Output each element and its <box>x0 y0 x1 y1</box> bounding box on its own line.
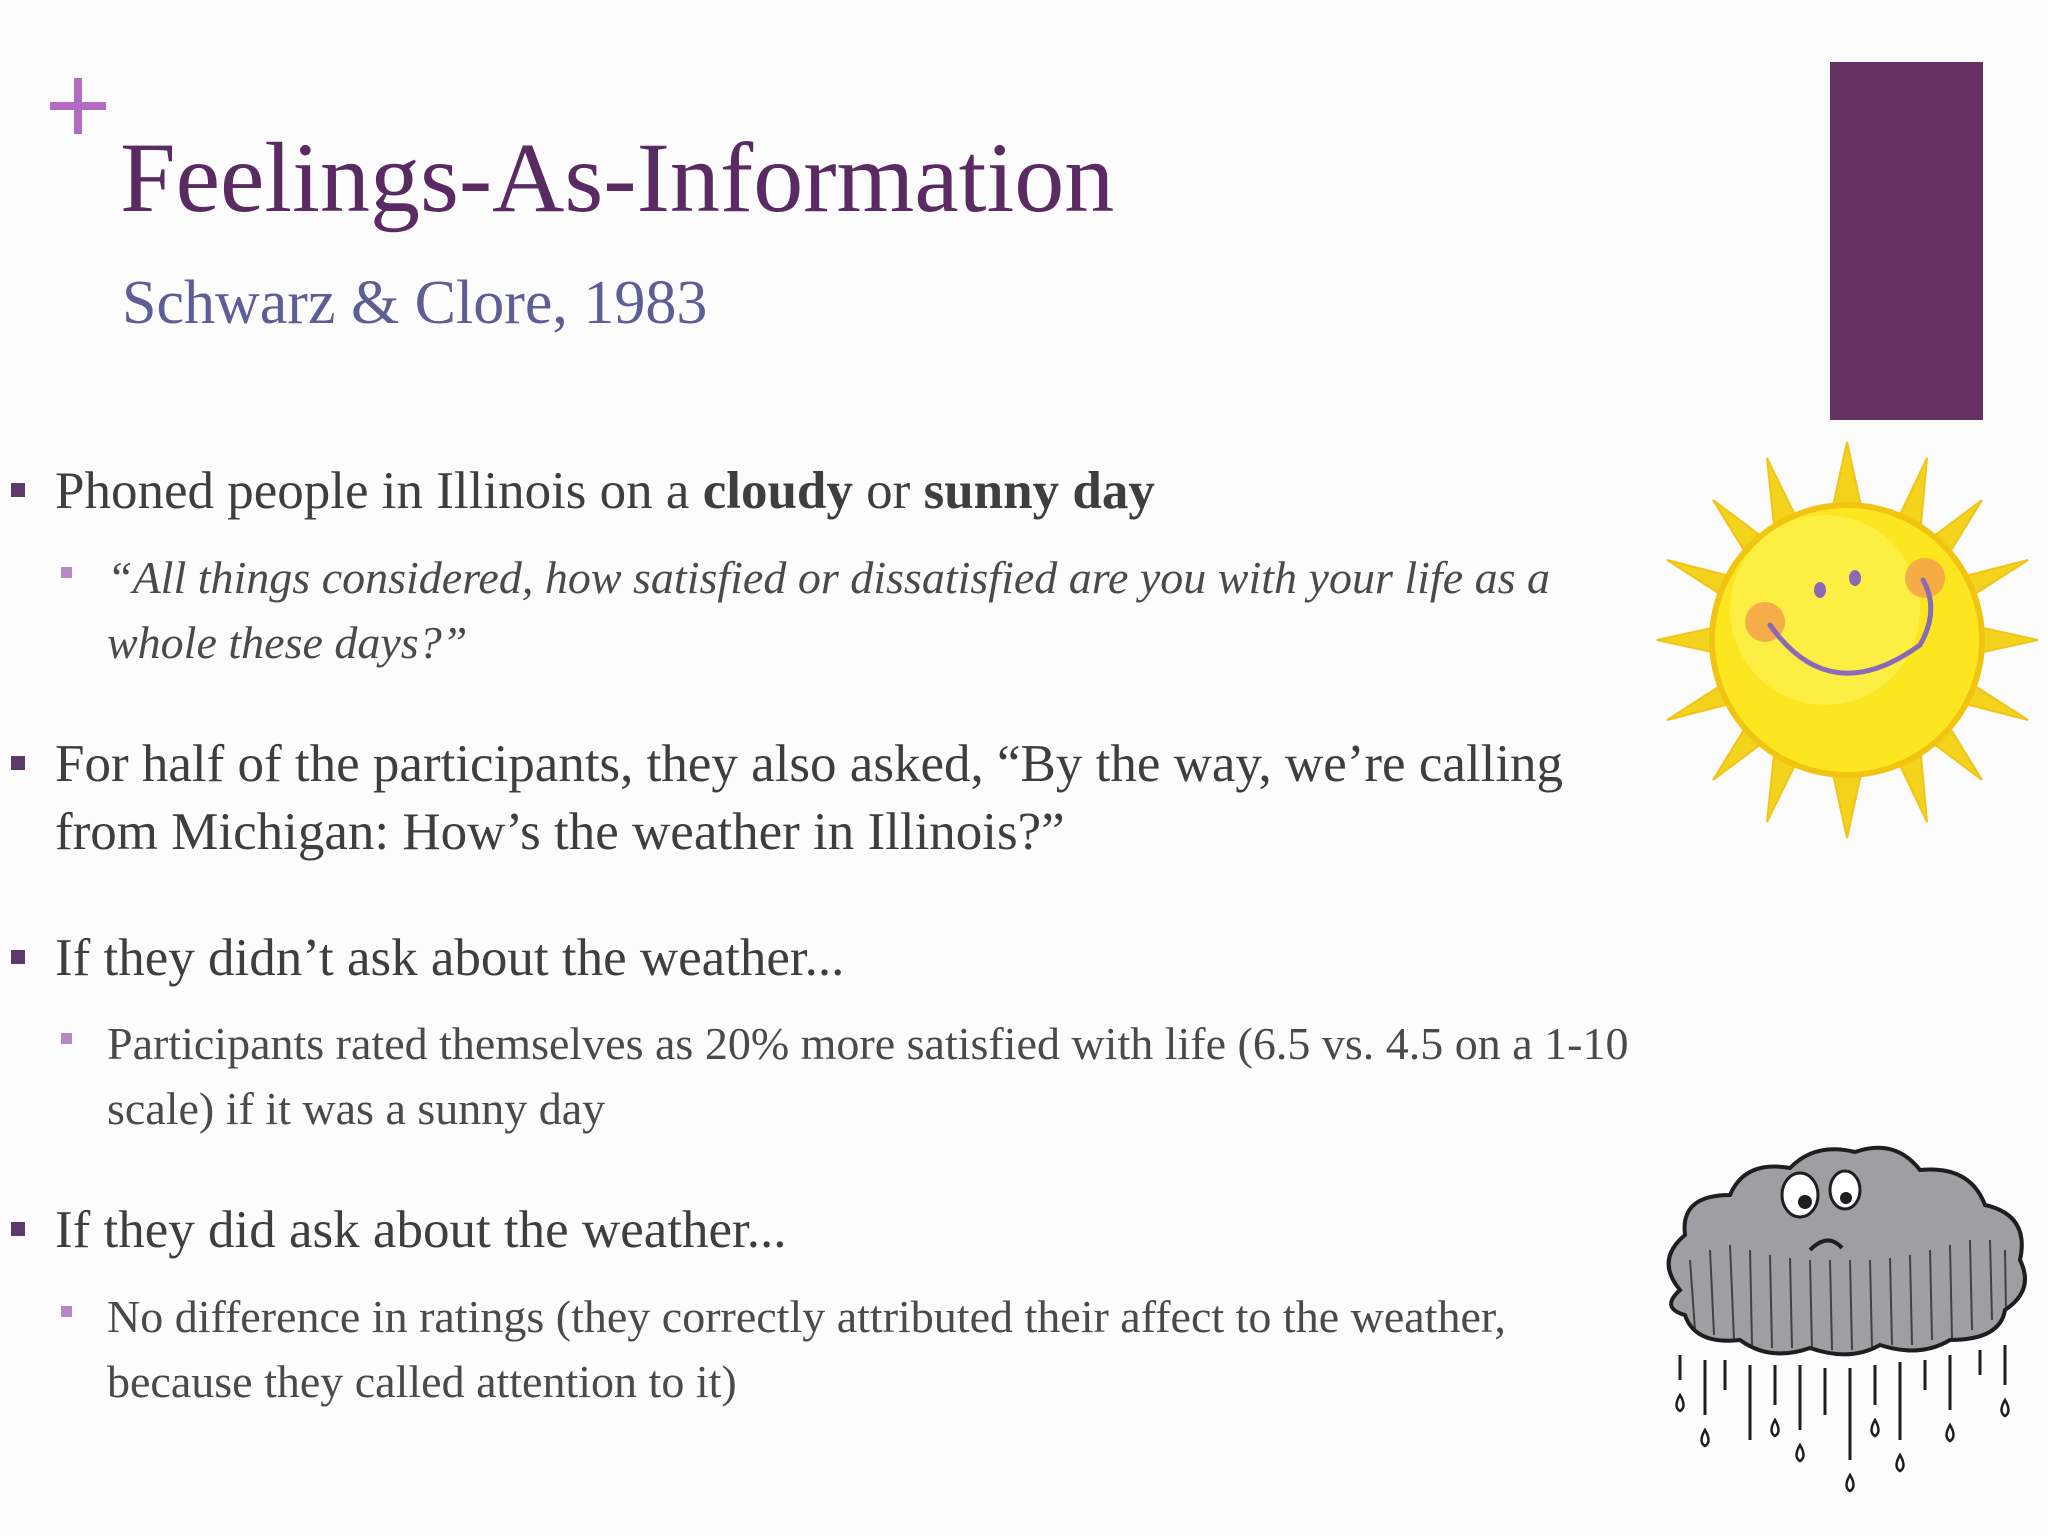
bullet-marker <box>11 1222 25 1236</box>
slide-subtitle: Schwarz & Clore, 1983 <box>122 269 708 337</box>
bullet-didnt-ask: If they didn’t ask about the weather... <box>55 924 1615 992</box>
bullet-marker <box>11 756 25 770</box>
bullet-marker <box>11 950 25 964</box>
sub-bullet-no-difference: No difference in ratings (they correctly attributed their affect to the weather, because they called attention to it) <box>107 1284 1647 1414</box>
sub-bullet-rated: Participants rated themselves as 20% more satisfied with life (6.5 vs. 4.5 on a 1-10 scale) if it was a sunny day <box>107 1011 1647 1141</box>
bullet-half-participants: For half of the participants, they also asked, “By the way, we’re calling from Michigan: How’s the weather in Illinois?” <box>55 730 1615 866</box>
smiling-sun-icon <box>1655 440 2040 840</box>
slide-title: Feelings-As-Information <box>120 122 1115 233</box>
sub-bullet-marker <box>61 1306 72 1317</box>
bullet-did-ask: If they did ask about the weather... <box>55 1196 1615 1264</box>
plus-icon <box>50 78 106 134</box>
sub-bullet-marker <box>61 567 72 578</box>
accent-bar <box>1830 62 1983 420</box>
sub-bullet-marker <box>61 1033 72 1044</box>
bullet-marker <box>11 483 25 497</box>
sub-bullet-quote: “All things considered, how satisfied or dissatisfied are you with your life as a whole these days?” <box>107 545 1647 675</box>
sad-rain-cloud-icon <box>1650 1140 2035 1500</box>
bullet-phoned: Phoned people in Illinois on a cloudy or sunny day <box>55 457 1615 525</box>
